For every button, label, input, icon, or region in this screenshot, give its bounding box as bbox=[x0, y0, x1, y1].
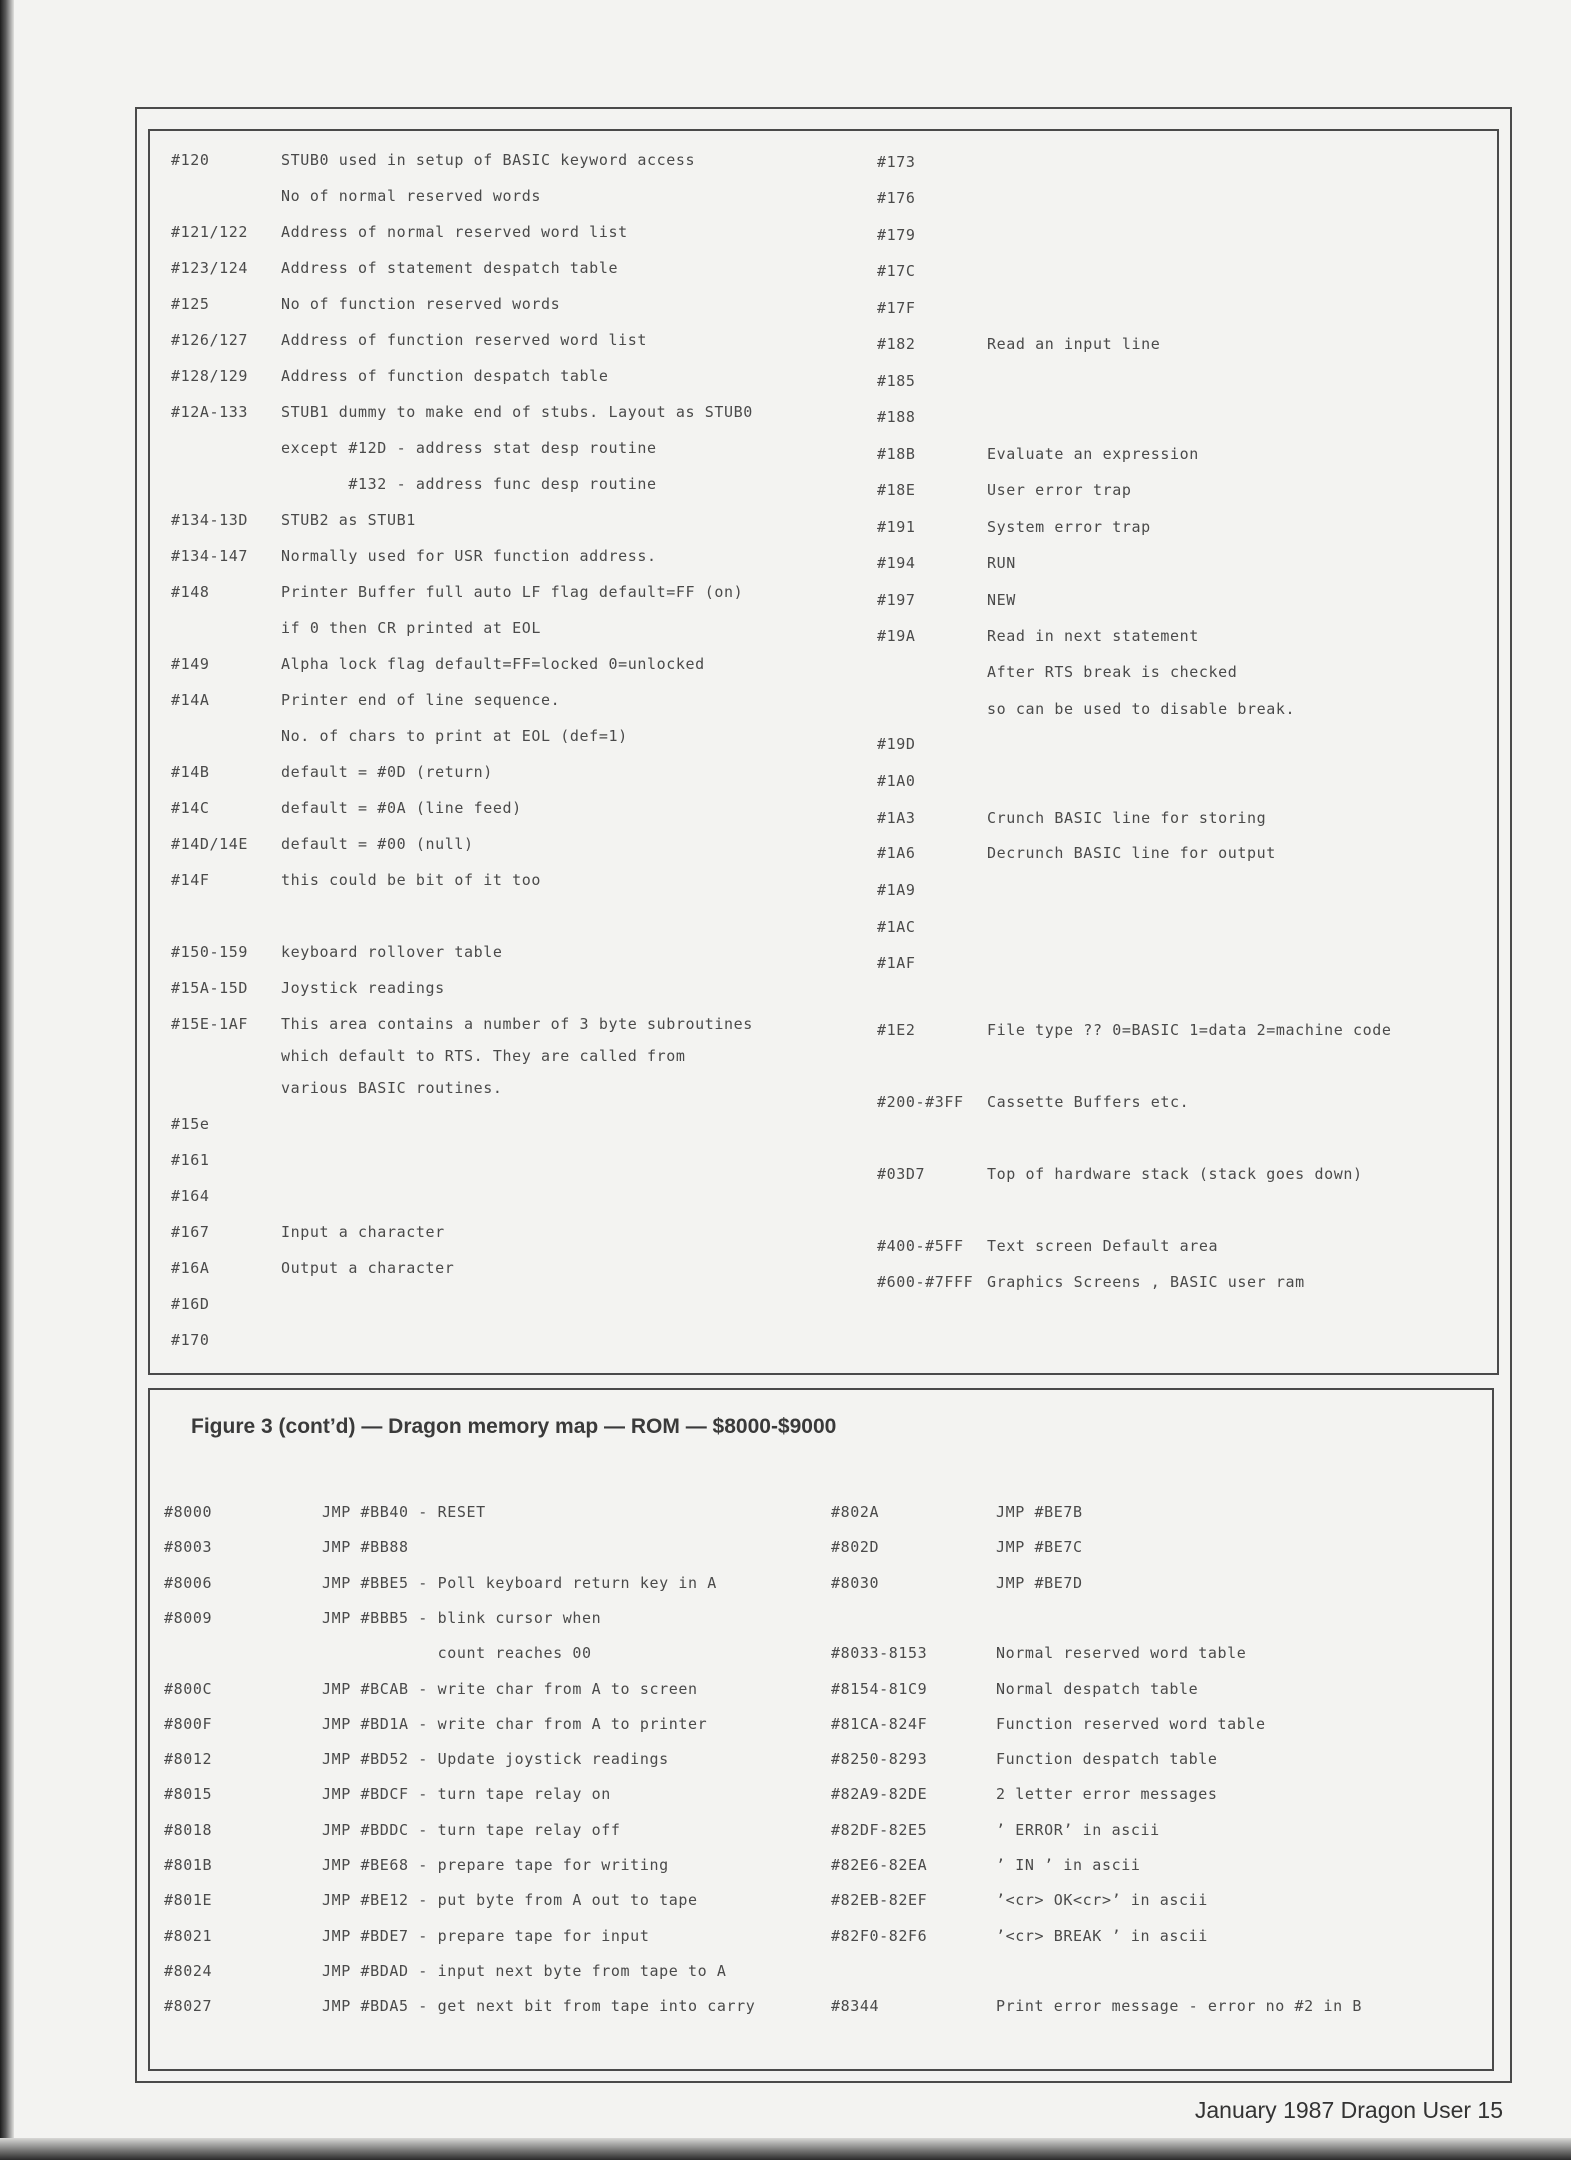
memory-map-row bbox=[164, 1538, 824, 1558]
memory-map-row bbox=[171, 1259, 841, 1279]
memory-map-row bbox=[171, 1047, 841, 1067]
memory-map-row bbox=[164, 1644, 824, 1664]
address: #8154-81C9 bbox=[831, 1679, 928, 1698]
address: #82EB-82EF bbox=[831, 1891, 928, 1910]
memory-map-row bbox=[171, 1015, 841, 1035]
address: #14D/14E bbox=[171, 835, 249, 853]
memory-map-row bbox=[831, 1785, 1491, 1805]
address: #15E-1AF bbox=[171, 1015, 249, 1033]
address: #19D bbox=[877, 735, 916, 753]
address: #8006 bbox=[164, 1573, 213, 1592]
address: #1E2 bbox=[877, 1021, 916, 1039]
address: #82F0-82F6 bbox=[831, 1926, 928, 1945]
memory-map-row bbox=[877, 518, 1487, 538]
address: #185 bbox=[877, 372, 916, 390]
address: #197 bbox=[877, 591, 916, 609]
memory-map-row bbox=[171, 691, 841, 711]
address: #800F bbox=[164, 1714, 213, 1733]
description: Normally used for USR function address. bbox=[281, 547, 657, 565]
memory-map-row bbox=[171, 331, 841, 351]
memory-map-row bbox=[171, 619, 841, 639]
memory-map-row bbox=[171, 1223, 841, 1243]
address: #82DF-82E5 bbox=[831, 1820, 928, 1839]
address: #194 bbox=[877, 554, 916, 572]
address: #8024 bbox=[164, 1961, 213, 1980]
address: #802D bbox=[831, 1538, 880, 1557]
description: RUN bbox=[987, 554, 1016, 572]
memory-map-row bbox=[171, 799, 841, 819]
memory-map-row bbox=[831, 1997, 1491, 2017]
memory-map-row bbox=[877, 445, 1487, 465]
description: File type ?? 0=BASIC 1=data 2=machine code bbox=[987, 1021, 1392, 1039]
address: #1AF bbox=[877, 954, 916, 972]
memory-map-row bbox=[877, 844, 1487, 864]
memory-map-row bbox=[877, 372, 1487, 392]
address: #8018 bbox=[164, 1820, 213, 1839]
description: Print error message - error no #2 in B bbox=[996, 1997, 1362, 2016]
address: #126/127 bbox=[171, 331, 249, 349]
memory-map-row bbox=[877, 700, 1487, 720]
address: #14A bbox=[171, 691, 210, 709]
memory-map-row bbox=[164, 1927, 824, 1947]
memory-map-row bbox=[171, 439, 841, 459]
memory-map-row bbox=[171, 1331, 841, 1351]
memory-map-row bbox=[171, 763, 841, 783]
memory-map-row bbox=[877, 226, 1487, 246]
address: #191 bbox=[877, 518, 916, 536]
description: which default to RTS. They are called from bbox=[281, 1047, 686, 1065]
memory-map-row bbox=[877, 735, 1487, 755]
memory-map-row bbox=[831, 1891, 1491, 1911]
memory-map-row bbox=[171, 223, 841, 243]
address: #121/122 bbox=[171, 223, 249, 241]
description: No of normal reserved words bbox=[281, 187, 542, 205]
description: ’<cr> BREAK ’ in ascii bbox=[996, 1926, 1208, 1945]
memory-map-row bbox=[171, 547, 841, 567]
memory-map-row bbox=[171, 1151, 841, 1171]
address: #1A6 bbox=[877, 844, 916, 862]
description: JMP #BE7C bbox=[996, 1538, 1083, 1557]
address: #1AC bbox=[877, 918, 916, 936]
address: #148 bbox=[171, 583, 210, 601]
memory-map-row bbox=[164, 1503, 824, 1523]
address: #170 bbox=[171, 1331, 210, 1349]
address: #14B bbox=[171, 763, 210, 781]
description: JMP #BDA5 - get next bit from tape into carry bbox=[322, 1997, 756, 2016]
memory-map-row bbox=[877, 262, 1487, 282]
description: 2 letter error messages bbox=[996, 1785, 1218, 1804]
address: #82A9-82DE bbox=[831, 1785, 928, 1804]
memory-map-row bbox=[831, 1927, 1491, 1947]
memory-map-row bbox=[831, 1574, 1491, 1594]
description: Output a character bbox=[281, 1259, 455, 1277]
memory-map-row bbox=[877, 335, 1487, 355]
description: this could be bit of it too bbox=[281, 871, 542, 889]
description: System error trap bbox=[987, 518, 1151, 536]
memory-map-row bbox=[171, 295, 841, 315]
memory-map-row bbox=[877, 954, 1487, 974]
memory-map-row bbox=[164, 1609, 824, 1629]
description: User error trap bbox=[987, 481, 1132, 499]
memory-map-row bbox=[171, 511, 841, 531]
memory-map-row bbox=[171, 475, 841, 495]
description: JMP #BBB5 - blink cursor when bbox=[322, 1608, 602, 1627]
description: default = #00 (null) bbox=[281, 835, 474, 853]
memory-map-row bbox=[171, 835, 841, 855]
description: Graphics Screens , BASIC user ram bbox=[987, 1273, 1305, 1291]
memory-map-row bbox=[831, 1856, 1491, 1876]
description: Printer Buffer full auto LF flag default=FF (on) bbox=[281, 583, 744, 601]
address: #16A bbox=[171, 1259, 210, 1277]
description: default = #0D (return) bbox=[281, 763, 493, 781]
address: #167 bbox=[171, 1223, 210, 1241]
address: #03D7 bbox=[877, 1165, 926, 1183]
address: #8027 bbox=[164, 1997, 213, 2016]
description: count reaches 00 bbox=[322, 1644, 592, 1663]
description: JMP #BB88 bbox=[322, 1538, 409, 1557]
description: Decrunch BASIC line for output bbox=[987, 844, 1276, 862]
address: #150-159 bbox=[171, 943, 249, 961]
description: Address of function reserved word list bbox=[281, 331, 647, 349]
description: ’<cr> OK<cr>’ in ascii bbox=[996, 1891, 1208, 1910]
address: #1A9 bbox=[877, 881, 916, 899]
memory-map-row bbox=[171, 1187, 841, 1207]
description: JMP #BE7B bbox=[996, 1503, 1083, 1521]
address: #8000 bbox=[164, 1503, 213, 1521]
memory-map-row bbox=[877, 189, 1487, 209]
description: No. of chars to print at EOL (def=1) bbox=[281, 727, 628, 745]
description: STUB1 dummy to make end of stubs. Layout as STUB0 bbox=[281, 403, 753, 421]
memory-map-row bbox=[164, 1750, 824, 1770]
address: #15A-15D bbox=[171, 979, 249, 997]
address: #82E6-82EA bbox=[831, 1856, 928, 1874]
description: This area contains a number of 3 byte subroutines bbox=[281, 1015, 753, 1033]
address: #161 bbox=[171, 1151, 210, 1169]
memory-map-row bbox=[164, 1997, 824, 2017]
memory-map-row bbox=[171, 727, 841, 747]
address: #200-#3FF bbox=[877, 1093, 964, 1111]
address: #1A3 bbox=[877, 809, 916, 827]
memory-map-row bbox=[877, 627, 1487, 647]
page-footer: January 1987 Dragon User 15 bbox=[1194, 2097, 1503, 2123]
memory-map-row bbox=[164, 1574, 824, 1594]
memory-map-row bbox=[831, 1644, 1491, 1664]
memory-map-row bbox=[877, 299, 1487, 319]
description: JMP #BBE5 - Poll keyboard return key in A bbox=[322, 1573, 717, 1592]
address: #801B bbox=[164, 1856, 213, 1874]
address: #1A0 bbox=[877, 772, 916, 790]
description: After RTS break is checked bbox=[987, 663, 1238, 681]
description: if 0 then CR printed at EOL bbox=[281, 619, 542, 637]
memory-map-row bbox=[877, 1273, 1487, 1293]
memory-map-row bbox=[164, 1891, 824, 1911]
description: keyboard rollover table bbox=[281, 943, 503, 961]
description: Crunch BASIC line for storing bbox=[987, 809, 1267, 827]
address: #134-147 bbox=[171, 547, 249, 565]
memory-map-row bbox=[831, 1750, 1491, 1770]
memory-map-row bbox=[171, 1115, 841, 1135]
address: #134-13D bbox=[171, 511, 249, 529]
memory-map-row bbox=[171, 943, 841, 963]
address: #125 bbox=[171, 295, 210, 313]
memory-map-row bbox=[877, 1165, 1487, 1185]
memory-map-row bbox=[171, 1079, 841, 1099]
memory-map-row bbox=[831, 1680, 1491, 1700]
address: #8003 bbox=[164, 1538, 213, 1557]
address: #188 bbox=[877, 408, 916, 426]
description: Top of hardware stack (stack goes down) bbox=[987, 1165, 1363, 1183]
memory-map-row bbox=[877, 918, 1487, 938]
address: #179 bbox=[877, 226, 916, 244]
description: JMP #BB40 - RESET bbox=[322, 1503, 486, 1521]
memory-map-row bbox=[831, 1538, 1491, 1558]
description: Cassette Buffers etc. bbox=[987, 1093, 1190, 1111]
address: #18B bbox=[877, 445, 916, 463]
address: #8033-8153 bbox=[831, 1644, 928, 1663]
memory-map-row bbox=[171, 979, 841, 999]
memory-map-row bbox=[877, 772, 1487, 792]
memory-map-row bbox=[831, 1715, 1491, 1735]
description: JMP #BDE7 - prepare tape for input bbox=[322, 1926, 650, 1945]
memory-map-row bbox=[171, 367, 841, 387]
address: #19A bbox=[877, 627, 916, 645]
address: #8250-8293 bbox=[831, 1750, 928, 1769]
address: #8015 bbox=[164, 1785, 213, 1804]
description: default = #0A (line feed) bbox=[281, 799, 522, 817]
description: JMP #BCAB - write char from A to screen bbox=[322, 1679, 698, 1698]
description: ’ IN ’ in ascii bbox=[996, 1856, 1141, 1874]
memory-map-row bbox=[877, 1237, 1487, 1257]
description: JMP #BD52 - Update joystick readings bbox=[322, 1750, 669, 1769]
address: #123/124 bbox=[171, 259, 249, 277]
address: #81CA-824F bbox=[831, 1714, 928, 1733]
description: JMP #BE7D bbox=[996, 1573, 1083, 1592]
description: Printer end of line sequence. bbox=[281, 691, 561, 709]
memory-map-row bbox=[877, 481, 1487, 501]
memory-map-row bbox=[877, 554, 1487, 574]
address: #8344 bbox=[831, 1997, 880, 2016]
memory-map-row bbox=[164, 1785, 824, 1805]
description: STUB2 as STUB1 bbox=[281, 511, 416, 529]
description: Address of statement despatch table bbox=[281, 259, 619, 277]
address: #164 bbox=[171, 1187, 210, 1205]
memory-map-row bbox=[877, 881, 1487, 901]
address: #600-#7FFF bbox=[877, 1273, 974, 1291]
address: #128/129 bbox=[171, 367, 249, 385]
memory-map-row bbox=[171, 907, 841, 927]
memory-map-row bbox=[171, 655, 841, 675]
description: #132 - address func desp routine bbox=[281, 475, 657, 493]
address: #15e bbox=[171, 1115, 210, 1133]
description: except #12D - address stat desp routine bbox=[281, 439, 657, 457]
description: Address of normal reserved word list bbox=[281, 223, 628, 241]
description: Function despatch table bbox=[996, 1750, 1218, 1769]
description: Evaluate an expression bbox=[987, 445, 1199, 463]
memory-map-row bbox=[164, 1856, 824, 1876]
memory-map-row bbox=[164, 1680, 824, 1700]
memory-map-row bbox=[164, 1962, 824, 1982]
memory-map-row bbox=[877, 153, 1487, 173]
memory-map-row bbox=[171, 187, 841, 207]
address: #16D bbox=[171, 1295, 210, 1313]
description: No of function reserved words bbox=[281, 295, 561, 313]
description: JMP #BDCF - turn tape relay on bbox=[322, 1785, 611, 1804]
address: #120 bbox=[171, 151, 210, 169]
memory-map-row bbox=[877, 1021, 1487, 1041]
description: Text screen Default area bbox=[987, 1237, 1219, 1255]
description: JMP #BDAD - input next byte from tape to A bbox=[322, 1961, 727, 1980]
address: #176 bbox=[877, 189, 916, 207]
address: #800C bbox=[164, 1679, 213, 1698]
memory-map-row bbox=[877, 1093, 1487, 1113]
description: Read in next statement bbox=[987, 627, 1199, 645]
memory-map-row bbox=[171, 151, 841, 171]
description: NEW bbox=[987, 591, 1016, 609]
description: Input a character bbox=[281, 1223, 445, 1241]
memory-map-row bbox=[877, 663, 1487, 683]
memory-map-row bbox=[171, 403, 841, 423]
address: #400-#5FF bbox=[877, 1237, 964, 1255]
memory-map-row bbox=[171, 871, 841, 891]
memory-map-row bbox=[171, 259, 841, 279]
description: JMP #BE68 - prepare tape for writing bbox=[322, 1856, 669, 1874]
memory-map-row bbox=[831, 1821, 1491, 1841]
description: JMP #BD1A - write char from A to printer bbox=[322, 1714, 708, 1733]
description: Function reserved word table bbox=[996, 1714, 1266, 1733]
address: #182 bbox=[877, 335, 916, 353]
page-edge-shadow bbox=[0, 0, 14, 2160]
address: #8009 bbox=[164, 1608, 213, 1627]
address: #17F bbox=[877, 299, 916, 317]
memory-map-row bbox=[171, 583, 841, 603]
address: #801E bbox=[164, 1891, 213, 1910]
address: #14C bbox=[171, 799, 210, 817]
description: various BASIC routines. bbox=[281, 1079, 503, 1097]
address: #17C bbox=[877, 262, 916, 280]
address: #8021 bbox=[164, 1926, 213, 1945]
description: Normal reserved word table bbox=[996, 1644, 1247, 1663]
memory-map-row bbox=[171, 1295, 841, 1315]
description: JMP #BE12 - put byte from A out to tape bbox=[322, 1891, 698, 1910]
description: Alpha lock flag default=FF=locked 0=unlocked bbox=[281, 655, 705, 673]
memory-map-row bbox=[831, 1609, 1491, 1629]
memory-map-row bbox=[877, 809, 1487, 829]
memory-map-row bbox=[831, 1962, 1491, 1982]
address: #12A-133 bbox=[171, 403, 249, 421]
figure-title: Figure 3 (cont’d) — Dragon memory map — ROM — $8000-$9000 bbox=[191, 1415, 837, 1438]
address: #149 bbox=[171, 655, 210, 673]
address: #8012 bbox=[164, 1750, 213, 1769]
description: ’ ERROR’ in ascii bbox=[996, 1820, 1160, 1839]
description: Normal despatch table bbox=[996, 1679, 1199, 1698]
memory-map-row bbox=[877, 408, 1487, 428]
description: JMP #BDDC - turn tape relay off bbox=[322, 1820, 621, 1839]
description: STUB0 used in setup of BASIC keyword access bbox=[281, 151, 696, 169]
address: #802A bbox=[831, 1503, 880, 1521]
address: #8030 bbox=[831, 1573, 880, 1592]
memory-map-row bbox=[877, 591, 1487, 611]
address: #173 bbox=[877, 153, 916, 171]
description: Address of function despatch table bbox=[281, 367, 609, 385]
address: #14F bbox=[171, 871, 210, 889]
memory-map-row bbox=[831, 1503, 1491, 1523]
description: Joystick readings bbox=[281, 979, 445, 997]
description: so can be used to disable break. bbox=[987, 700, 1296, 718]
page-bottom-edge bbox=[0, 2138, 1571, 2160]
address: #18E bbox=[877, 481, 916, 499]
memory-map-row bbox=[164, 1821, 824, 1841]
memory-map-row bbox=[164, 1715, 824, 1735]
description: Read an input line bbox=[987, 335, 1161, 353]
